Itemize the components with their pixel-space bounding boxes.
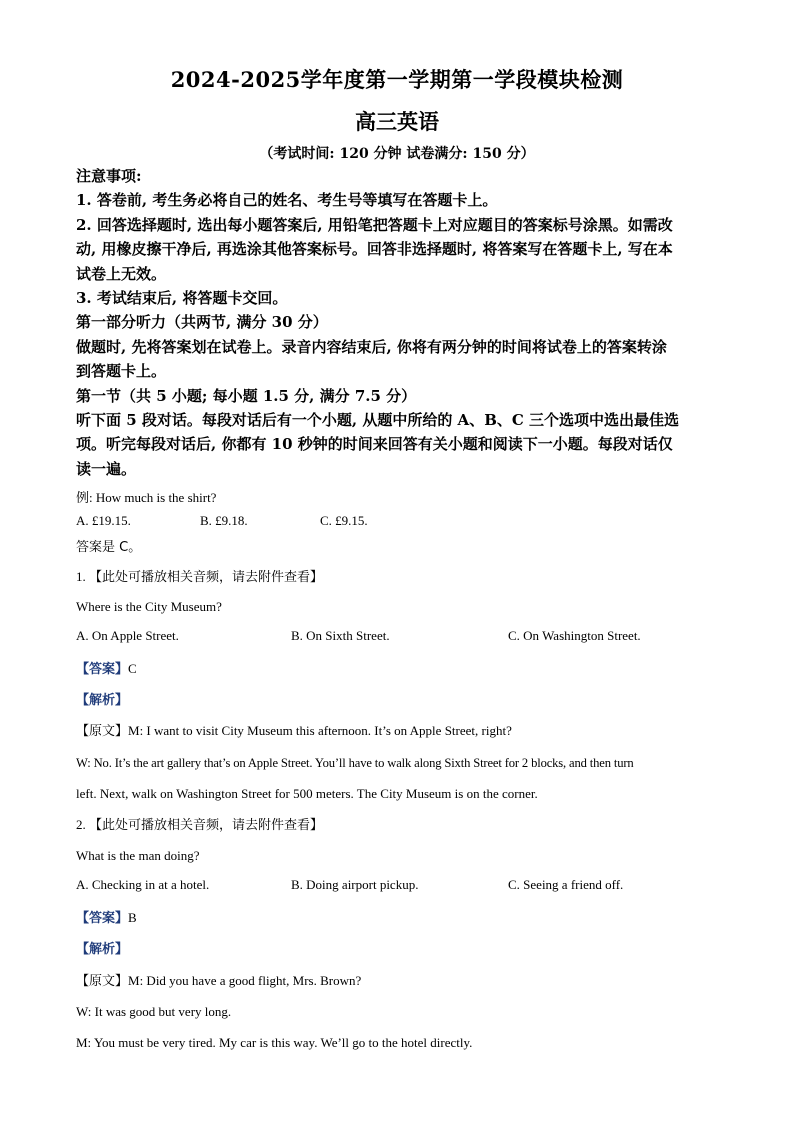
q1-transcript-line-2: W: No. It’s the art gallery that’s on Apple Street. You’ll have to walk along Sixth Street for 2 blocks, and then turn bbox=[76, 756, 634, 770]
part1-instruction-line-1: 做题时, 先将答案划在试卷上。录音内容结束后, 你将有两分钟的时间将试卷上的答案转涂 bbox=[76, 337, 667, 356]
document-title: 2024-2025学年度第一学期第一学段模块检测 bbox=[170, 67, 624, 92]
q2-option-a: A. Checking in at a hotel. bbox=[76, 877, 210, 892]
q1-answer-tag: 【答案】 bbox=[76, 662, 129, 677]
exam-info: （考试时间: 120 分钟 试卷满分: 150 分） bbox=[259, 146, 535, 162]
q1-header bbox=[76, 567, 726, 588]
notice-item-1: 1. 答卷前, 考生务必将自己的姓名、考生号等填写在答题卡上。 bbox=[76, 191, 498, 210]
notice-item-2-line-1: 2. 回答选择题时, 选出每小题答案后, 用铅笔把答题卡上对应题目的答案标号涂黑。如需改 bbox=[76, 215, 673, 234]
part1-heading: 第一部分听力（共两节, 满分 30 分） bbox=[76, 313, 328, 332]
q2-analysis-tag: 【解析】 bbox=[76, 942, 129, 957]
part1-instruction-line-2: 到答题卡上。 bbox=[76, 362, 167, 381]
section1-line-2: 项。听完每段对话后, 你都有 10 秒钟的时间来回答有关小题和阅读下一小题。每段对话仅 bbox=[76, 435, 673, 454]
q1-text-tag: 【原文】 bbox=[76, 724, 129, 739]
q2-transcript-line-1 bbox=[76, 971, 726, 992]
notice-item-3: 3. 考试结束后, 将答题卡交回。 bbox=[76, 289, 288, 308]
document-subtitle: 高三英语 bbox=[355, 109, 439, 134]
q1-number: 1. bbox=[76, 569, 86, 584]
example-option-b: B. £9.18. bbox=[200, 513, 248, 528]
q1-transcript-line-3: left. Next, walk on Washington Street for 500 meters. The City Museum is on the corner. bbox=[76, 786, 538, 801]
section1-line-1: 听下面 5 段对话。每段对话后有一个小题, 从题中所给的 A、B、C 三个选项中选出最佳选 bbox=[76, 411, 680, 430]
q1-analysis-tag: 【解析】 bbox=[76, 693, 129, 708]
q1-audio-note[interactable]: 【此处可播放相关音频，请去附件查看】 bbox=[89, 570, 324, 585]
example-option-a: A. £19.15. bbox=[76, 513, 131, 528]
q1-question: Where is the City Museum? bbox=[76, 599, 222, 614]
q1-analysis-row bbox=[76, 690, 726, 711]
q2-header bbox=[76, 815, 726, 836]
example-option-c: C. £9.15. bbox=[320, 513, 368, 528]
q1-option-b: B. On Sixth Street. bbox=[291, 628, 390, 643]
q2-number: 2. bbox=[76, 817, 86, 832]
q2-option-b: B. Doing airport pickup. bbox=[291, 877, 419, 892]
q2-transcript-line-3: M: You must be very tired. My car is this way. We’ll go to the hotel directly. bbox=[76, 1035, 473, 1050]
notice-item-2-line-3: 试卷上无效。 bbox=[76, 264, 167, 283]
q2-answer-row bbox=[76, 908, 726, 929]
q2-option-c: C. Seeing a friend off. bbox=[508, 877, 624, 892]
q2-text-line-1: M: Did you have a good flight, Mrs. Brown? bbox=[128, 973, 362, 988]
q1-option-c: C. On Washington Street. bbox=[508, 628, 641, 643]
q1-answer: C bbox=[128, 661, 137, 676]
q1-option-a: A. On Apple Street. bbox=[76, 628, 179, 643]
q2-question: What is the man doing? bbox=[76, 848, 200, 863]
q2-analysis-row bbox=[76, 939, 726, 960]
q2-transcript-line-2: W: It was good but very long. bbox=[76, 1004, 232, 1019]
q1-text-line-1: M: I want to visit City Museum this afternoon. It’s on Apple Street, right? bbox=[128, 723, 512, 738]
example-answer: 答案是 C。 bbox=[76, 540, 142, 555]
q2-audio-note[interactable]: 【此处可播放相关音频，请去附件查看】 bbox=[89, 818, 324, 833]
example-question: 例: How much is the shirt? bbox=[76, 490, 217, 505]
section1-heading: 第一节（共 5 小题; 每小题 1.5 分, 满分 7.5 分） bbox=[76, 386, 417, 405]
q1-transcript-line-1 bbox=[76, 721, 726, 742]
notice-heading: 注意事项: bbox=[76, 167, 142, 185]
q1-answer-row bbox=[76, 659, 726, 680]
q2-answer-tag: 【答案】 bbox=[76, 911, 129, 926]
notice-section bbox=[76, 164, 720, 481]
section1-line-3: 读一遍。 bbox=[76, 459, 137, 478]
notice-item-2-line-2: 动, 用橡皮擦干净后, 再选涂其他答案标号。回答非选择题时, 将答案写在答题卡上, 写在本 bbox=[76, 240, 673, 259]
q2-text-tag: 【原文】 bbox=[76, 974, 129, 989]
q2-answer: B bbox=[128, 910, 137, 925]
